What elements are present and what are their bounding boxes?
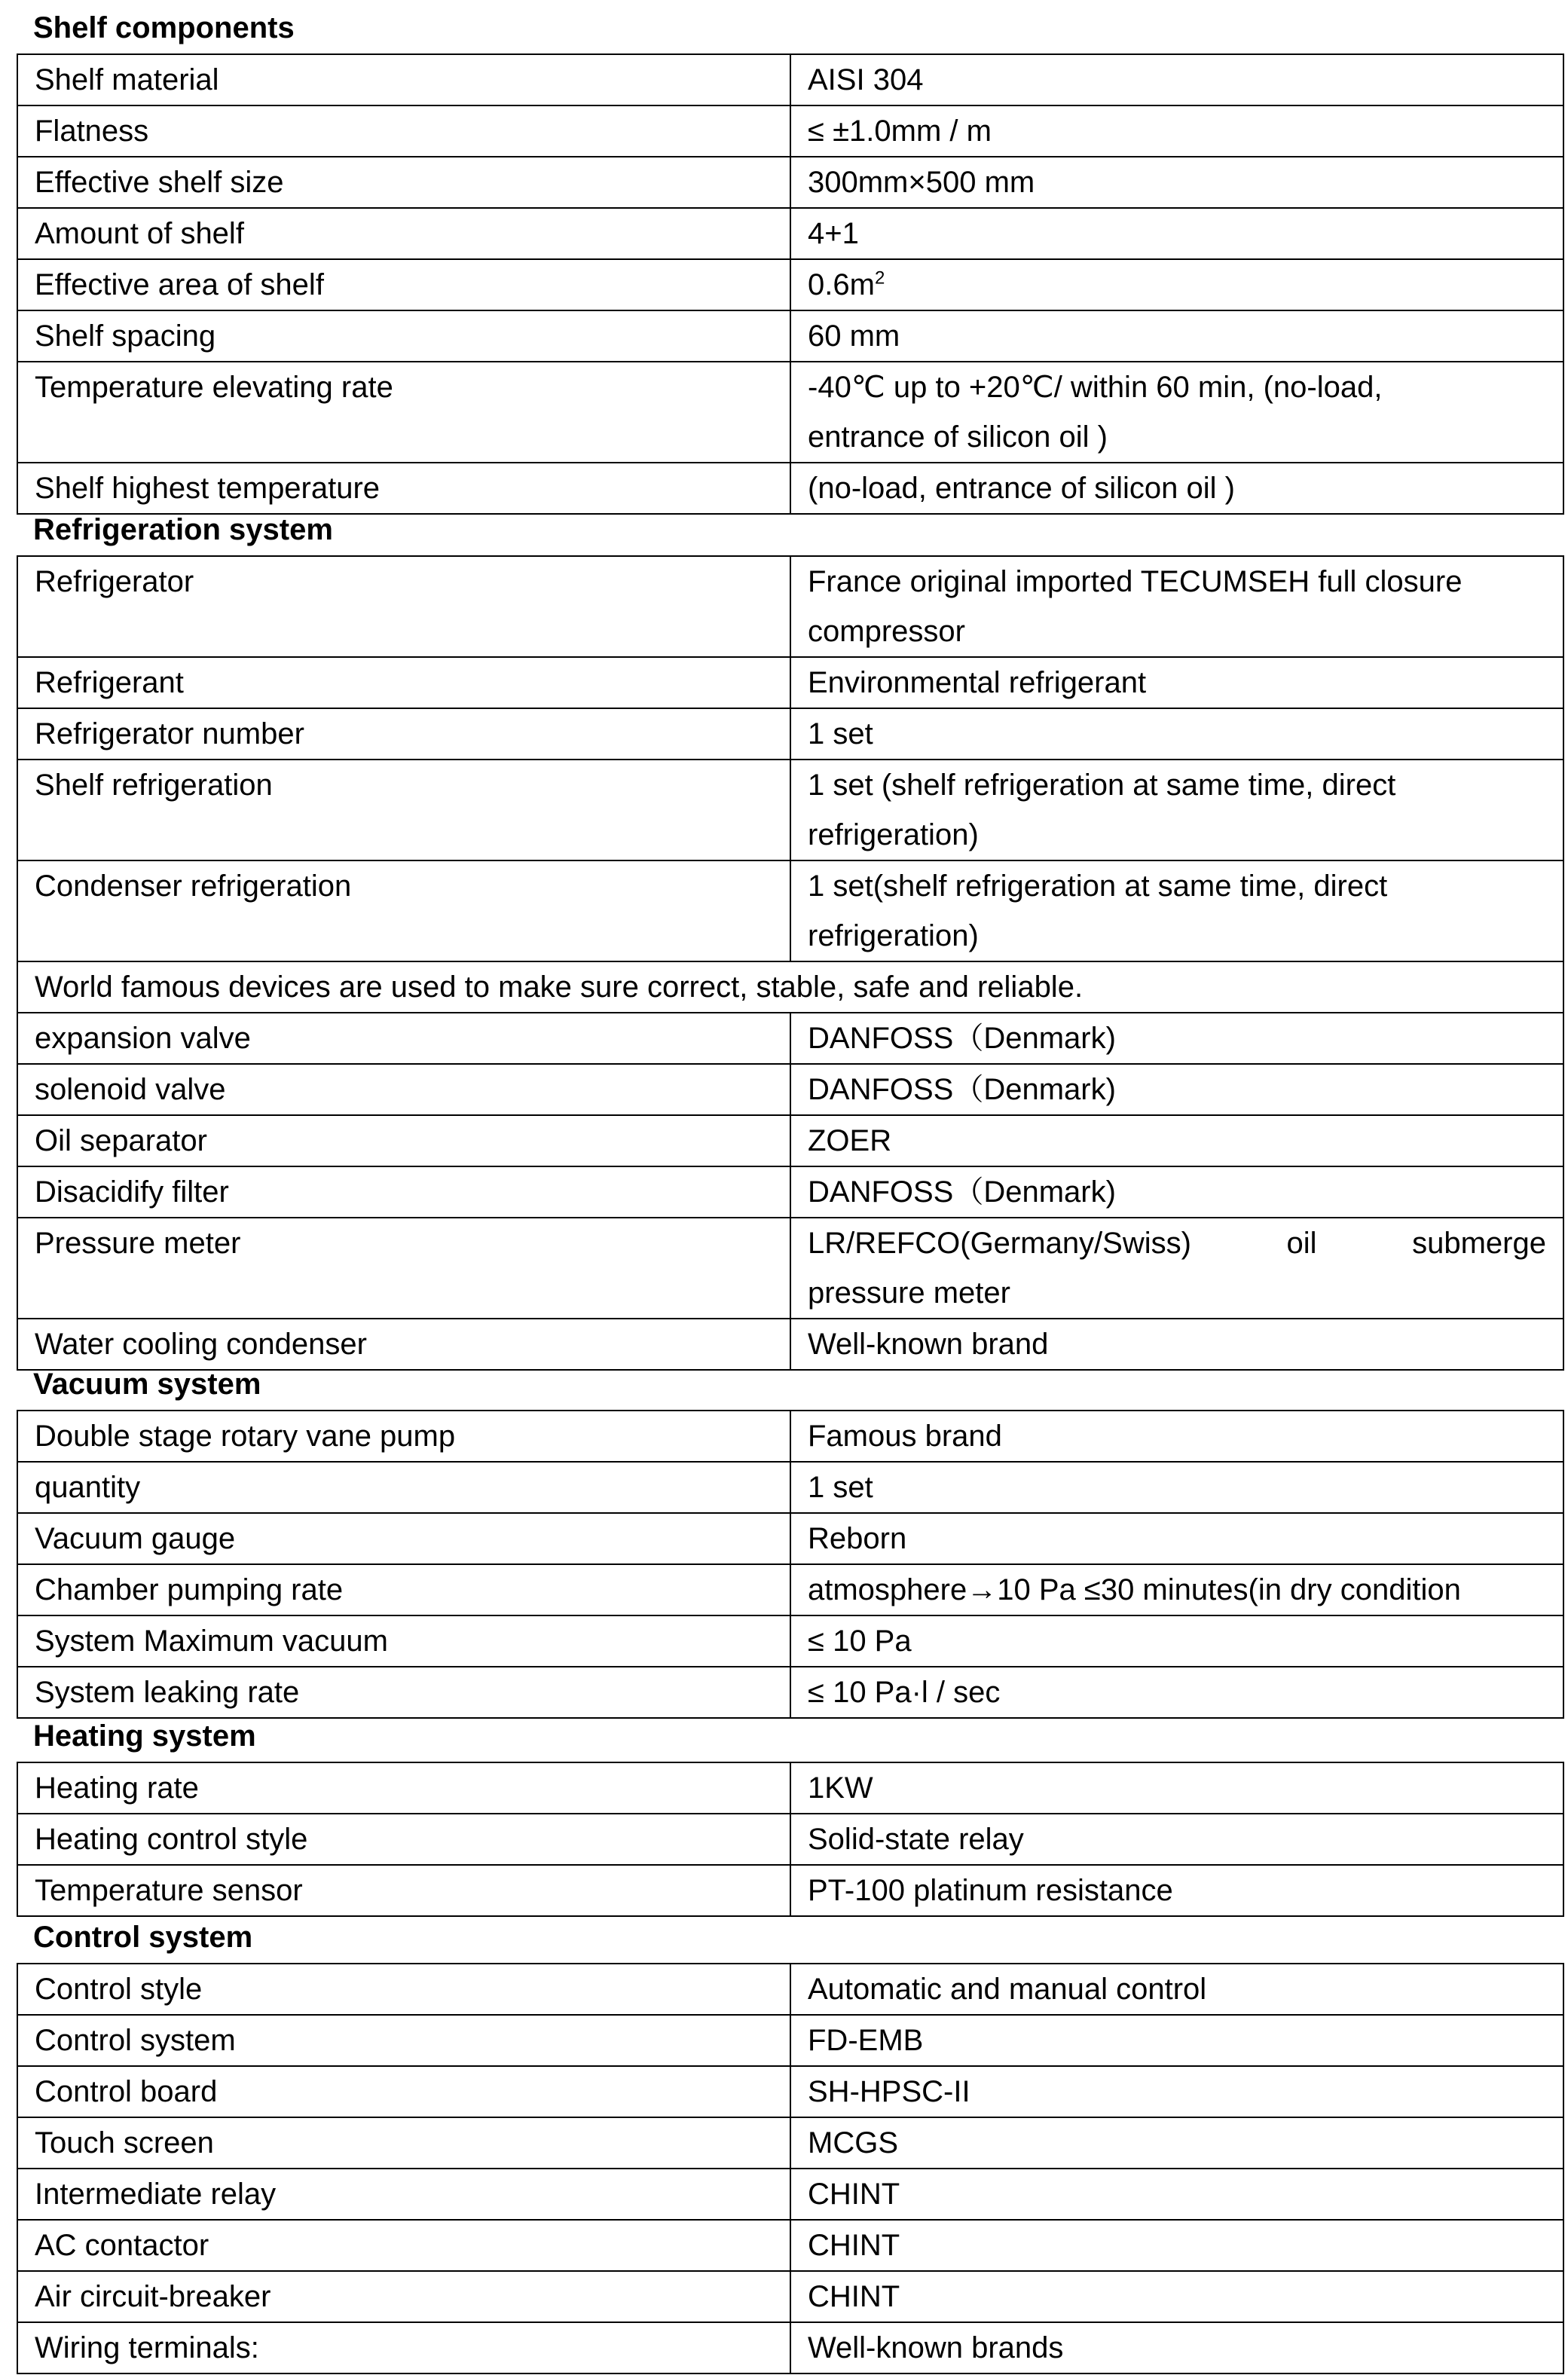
- row-label: solenoid valve: [17, 1064, 790, 1115]
- value-line-1: 1 set (shelf refrigeration at same time, direct: [808, 769, 1396, 802]
- control-system-table: [17, 1963, 1564, 2374]
- row-value: [790, 259, 1563, 310]
- row-value: AISI 304: [790, 54, 1563, 105]
- value-line-1: -40℃ up to +20℃/ within 60 min, (no-load,: [808, 371, 1383, 404]
- table-row: [17, 708, 1563, 760]
- row-value: Environmental refrigerant: [790, 657, 1563, 708]
- table-row: [17, 1462, 1563, 1513]
- table-row: [17, 657, 1563, 708]
- row-label: Condenser refrigeration: [17, 860, 790, 961]
- row-value: (no-load, entrance of silicon oil ): [790, 463, 1563, 514]
- row-label: Temperature sensor: [17, 1865, 790, 1916]
- area-value: 0.6m: [808, 268, 875, 301]
- table-row: [17, 2169, 1563, 2220]
- table-row: [17, 105, 1563, 157]
- table-row: [17, 1667, 1563, 1718]
- row-value: DANFOSS（Denmark): [790, 1013, 1563, 1064]
- shelf-components-table: [17, 53, 1564, 515]
- value-line-2: compressor: [808, 615, 965, 648]
- spanning-note: World famous devices are used to make sure correct, stable, safe and reliable.: [17, 961, 1563, 1013]
- row-label: Shelf spacing: [17, 310, 790, 362]
- row-value: Reborn: [790, 1513, 1563, 1564]
- table-row: [17, 1166, 1563, 1218]
- section-title-refrigeration-system: Refrigeration system: [33, 513, 333, 546]
- row-label: Flatness: [17, 105, 790, 157]
- row-label: System leaking rate: [17, 1667, 790, 1718]
- row-label: Double stage rotary vane pump: [17, 1411, 790, 1462]
- table-row: [17, 1064, 1563, 1115]
- row-value: ≤ ±1.0mm / m: [790, 105, 1563, 157]
- row-label: Heating rate: [17, 1762, 790, 1814]
- row-value: ZOER: [790, 1115, 1563, 1166]
- section-title-control-system: Control system: [33, 1921, 253, 1954]
- area-superscript: 2: [874, 267, 885, 289]
- refrigeration-system-table: [17, 555, 1564, 1371]
- row-value: ≤ 10 Pa: [790, 1615, 1563, 1667]
- table-row: [17, 1615, 1563, 1667]
- row-value: atmosphere→10 Pa ≤30 minutes(in dry condition: [790, 1564, 1563, 1615]
- row-value: CHINT: [790, 2169, 1563, 2220]
- row-value: 300mm×500 mm: [790, 157, 1563, 208]
- row-value: Solid-state relay: [790, 1814, 1563, 1865]
- value-line-1: France original imported TECUMSEH full closure: [808, 565, 1463, 598]
- row-label: Control system: [17, 2015, 790, 2066]
- table-row: [17, 1218, 1563, 1319]
- table-row: [17, 860, 1563, 961]
- row-label: Refrigerator number: [17, 708, 790, 760]
- table-row: [17, 2015, 1563, 2066]
- row-value: SH-HPSC-II: [790, 2066, 1563, 2117]
- row-value: 1 set: [790, 1462, 1563, 1513]
- row-label: Disacidify filter: [17, 1166, 790, 1218]
- row-label: Amount of shelf: [17, 208, 790, 259]
- row-label: Wiring terminals:: [17, 2322, 790, 2373]
- table-row: [17, 1865, 1563, 1916]
- row-label: Refrigerant: [17, 657, 790, 708]
- row-label: Refrigerator: [17, 556, 790, 657]
- table-row: [17, 1115, 1563, 1166]
- table-row-span: [17, 961, 1563, 1013]
- table-row: [17, 54, 1563, 105]
- table-row: [17, 208, 1563, 259]
- row-label: Shelf material: [17, 54, 790, 105]
- row-value: 4+1: [790, 208, 1563, 259]
- row-value: [790, 1218, 1563, 1319]
- value-line-2: refrigeration): [808, 818, 979, 851]
- table-row: [17, 556, 1563, 657]
- row-value: DANFOSS（Denmark): [790, 1166, 1563, 1218]
- row-label: Effective area of shelf: [17, 259, 790, 310]
- row-label: Vacuum gauge: [17, 1513, 790, 1564]
- row-label: AC contactor: [17, 2220, 790, 2271]
- row-label: Air circuit-breaker: [17, 2271, 790, 2322]
- table-row: [17, 310, 1563, 362]
- row-value: Well-known brand: [790, 1319, 1563, 1370]
- row-label: Intermediate relay: [17, 2169, 790, 2220]
- value-line-2: entrance of silicon oil ): [808, 420, 1108, 454]
- row-value: DANFOSS（Denmark): [790, 1064, 1563, 1115]
- row-value: [790, 556, 1563, 657]
- table-row: [17, 2117, 1563, 2169]
- row-label: Chamber pumping rate: [17, 1564, 790, 1615]
- table-row: [17, 2271, 1563, 2322]
- row-label: Shelf refrigeration: [17, 760, 790, 860]
- row-value: Famous brand: [790, 1411, 1563, 1462]
- row-value: CHINT: [790, 2271, 1563, 2322]
- table-row: [17, 1814, 1563, 1865]
- section-title-heating-system: Heating system: [33, 1719, 256, 1753]
- table-row: [17, 760, 1563, 860]
- table-row: [17, 1564, 1563, 1615]
- row-label: expansion valve: [17, 1013, 790, 1064]
- table-row: [17, 1762, 1563, 1814]
- row-label: Control board: [17, 2066, 790, 2117]
- row-label: Touch screen: [17, 2117, 790, 2169]
- table-row: [17, 2322, 1563, 2373]
- row-value: Well-known brands: [790, 2322, 1563, 2373]
- heating-system-table: [17, 1762, 1564, 1917]
- table-row: [17, 1513, 1563, 1564]
- row-value: FD-EMB: [790, 2015, 1563, 2066]
- table-row: [17, 157, 1563, 208]
- row-value: 60 mm: [790, 310, 1563, 362]
- row-value: [790, 860, 1563, 961]
- vacuum-system-table: [17, 1410, 1564, 1719]
- row-label: Water cooling condenser: [17, 1319, 790, 1370]
- table-row: [17, 259, 1563, 310]
- row-label: quantity: [17, 1462, 790, 1513]
- value-word: submerge: [1412, 1227, 1546, 1260]
- row-label: System Maximum vacuum: [17, 1615, 790, 1667]
- table-row: [17, 2220, 1563, 2271]
- row-value: CHINT: [790, 2220, 1563, 2271]
- table-row: [17, 1013, 1563, 1064]
- table-row: [17, 362, 1563, 463]
- section-title-vacuum-system: Vacuum system: [33, 1368, 261, 1401]
- value-line-2: refrigeration): [808, 919, 979, 952]
- row-label: Effective shelf size: [17, 157, 790, 208]
- value-word: oil: [1286, 1227, 1317, 1260]
- row-label: Oil separator: [17, 1115, 790, 1166]
- value-word: LR/REFCO(Germany/Swiss): [808, 1227, 1191, 1260]
- row-value: Automatic and manual control: [790, 1964, 1563, 2015]
- row-value: PT-100 platinum resistance: [790, 1865, 1563, 1916]
- row-label: Temperature elevating rate: [17, 362, 790, 463]
- row-value: 1KW: [790, 1762, 1563, 1814]
- row-label: Pressure meter: [17, 1218, 790, 1319]
- table-row: [17, 1964, 1563, 2015]
- row-label: Shelf highest temperature: [17, 463, 790, 514]
- table-row: [17, 1411, 1563, 1462]
- value-line-1: 1 set(shelf refrigeration at same time, direct: [808, 870, 1388, 903]
- value-line-2: pressure meter: [808, 1276, 1010, 1310]
- row-value: [790, 362, 1563, 463]
- row-value: 1 set: [790, 708, 1563, 760]
- row-value: MCGS: [790, 2117, 1563, 2169]
- row-value: [790, 760, 1563, 860]
- row-value: ≤ 10 Pa·l / sec: [790, 1667, 1563, 1718]
- table-row: [17, 2066, 1563, 2117]
- row-label: Control style: [17, 1964, 790, 2015]
- value-line-1: [808, 1218, 1546, 1268]
- section-title-shelf-components: Shelf components: [33, 11, 295, 44]
- row-label: Heating control style: [17, 1814, 790, 1865]
